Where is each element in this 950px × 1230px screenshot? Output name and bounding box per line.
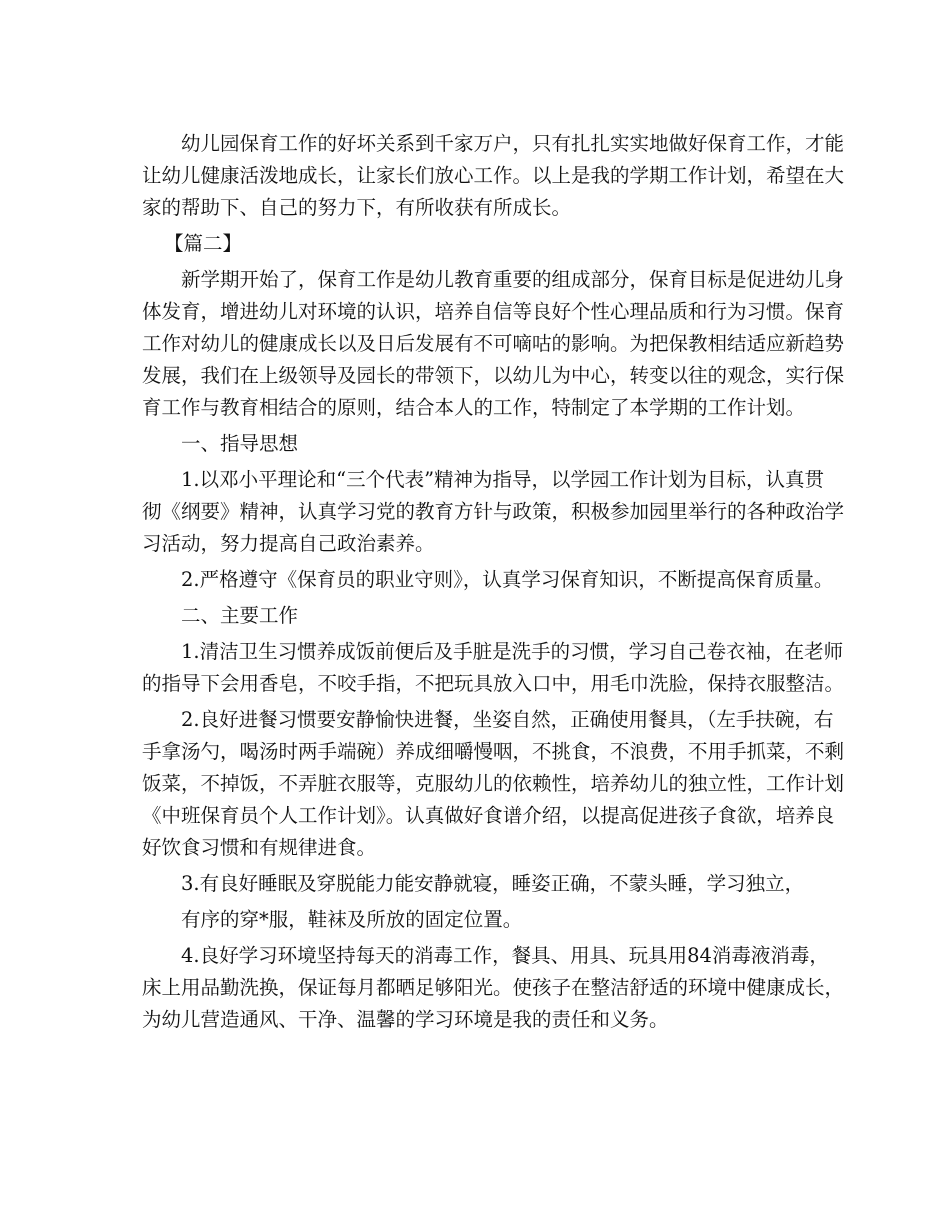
- paragraph-line: 家的帮助下、自己的努力下，有所收获有所成长。: [142, 196, 572, 219]
- heading-line: 一、指导思想: [181, 432, 299, 455]
- paragraph-line: 1.清洁卫生习惯养成饭前便后及手脏是洗手的习惯，学习自己卷衣袖，在老师: [181, 640, 844, 663]
- paragraph-line: 好饮食习惯和有规律进食。: [142, 836, 377, 859]
- paragraph-line: 让幼儿健康活泼地成长，让家长们放心工作。以上是我的学期工作计划，希望在大: [142, 164, 845, 187]
- paragraph-line: 2.良好进餐习惯要安静愉快进餐，坐姿自然，正确使用餐具，（左手扶碗，右: [181, 708, 834, 731]
- paragraph-line: 《中班保育员个人工作计划》。认真做好食谱介绍，以提高促进孩子食欲，培养良: [142, 804, 835, 827]
- section-heading-part-two: [142, 228, 814, 260]
- heading-line: 二、主要工作: [181, 604, 299, 627]
- heading-line: 【篇二】: [164, 232, 243, 255]
- section-heading-guiding-ideas: [142, 428, 814, 460]
- paragraph-line: 新学期开始了，保育工作是幼儿教育重要的组成部分，保育目标是促进幼儿身: [181, 268, 845, 291]
- paragraph-line: 的指导下会用香皂，不咬手指，不把玩具放入口中，用毛巾洗脸，保持衣服整洁。: [142, 672, 845, 695]
- section-heading-main-work: [142, 600, 814, 632]
- paragraph-line: 1.以邓小平理论和“三个代表”精神为指导，以学园工作计划为目标，认真贯: [181, 468, 825, 491]
- paragraph-work-item-3-continued: [142, 904, 814, 936]
- paragraph-line: 幼儿园保育工作的好坏关系到千家万户，只有扎扎实实地做好保育工作，才能: [181, 132, 845, 155]
- paragraph-line: 饭菜，不掉饭，不弄脏衣服等，克服幼儿的依赖性，培养幼儿的独立性，工作计划: [142, 772, 845, 795]
- paragraph-line: 4.良好学习环境坚持每天的消毒工作，餐具、用具、玩具用84消毒液消毒，: [181, 944, 829, 967]
- paragraph-line: 彻《纲要》精神，认真学习党的教育方针与政策，积极参加园里举行的各种政治学: [142, 500, 845, 523]
- paragraph-line: 育工作与教育相结合的原则，结合本人的工作，特制定了本学期的工作计划。: [142, 396, 806, 419]
- paragraph-line: 为幼儿营造通风、干净、温馨的学习环境是我的责任和义务。: [142, 1008, 669, 1031]
- paragraph-line: 床上用品勤洗换，保证每月都晒足够阳光。使孩子在整洁舒适的环境中健康成长，: [142, 976, 845, 999]
- paragraph-conclusion: [142, 128, 845, 224]
- paragraph-line: 有序的穿*服，鞋袜及所放的固定位置。: [181, 908, 523, 931]
- document-body: [142, 128, 845, 1036]
- paragraph-line: 体发育，增进幼儿对环境的认识，培养自信等良好个性心理品质和行为习惯。保育: [142, 300, 845, 323]
- paragraph-work-item-2: [142, 704, 845, 864]
- paragraph-line: 发展，我们在上级领导及园长的带领下，以幼儿为中心，转变以往的观念，实行保: [142, 364, 845, 387]
- paragraph-line: 手拿汤勺，喝汤时两手端碗）养成细嚼慢咽，不挑食，不浪费，不用手抓菜，不剩: [142, 740, 845, 763]
- paragraph-line: 习活动，努力提高自己政治素养。: [142, 532, 435, 555]
- paragraph-intro: [142, 264, 845, 424]
- paragraph-line: 工作对幼儿的健康成长以及日后发展有不可嘀咕的影响。为把保教相结适应新趋势: [142, 332, 845, 355]
- paragraph-guiding-item-1: [142, 464, 845, 560]
- paragraph-line: 3.有良好睡眠及穿脱能力能安静就寝，睡姿正确，不蒙头睡，学习独立，: [181, 872, 805, 895]
- paragraph-line: 2.严格遵守《保育员的职业守则》，认真学习保育知识，不断提高保育质量。: [181, 568, 834, 591]
- paragraph-work-item-4: [142, 940, 845, 1036]
- paragraph-work-item-3: [142, 868, 814, 900]
- paragraph-guiding-item-2: [142, 564, 834, 596]
- paragraph-work-item-1: [142, 636, 845, 700]
